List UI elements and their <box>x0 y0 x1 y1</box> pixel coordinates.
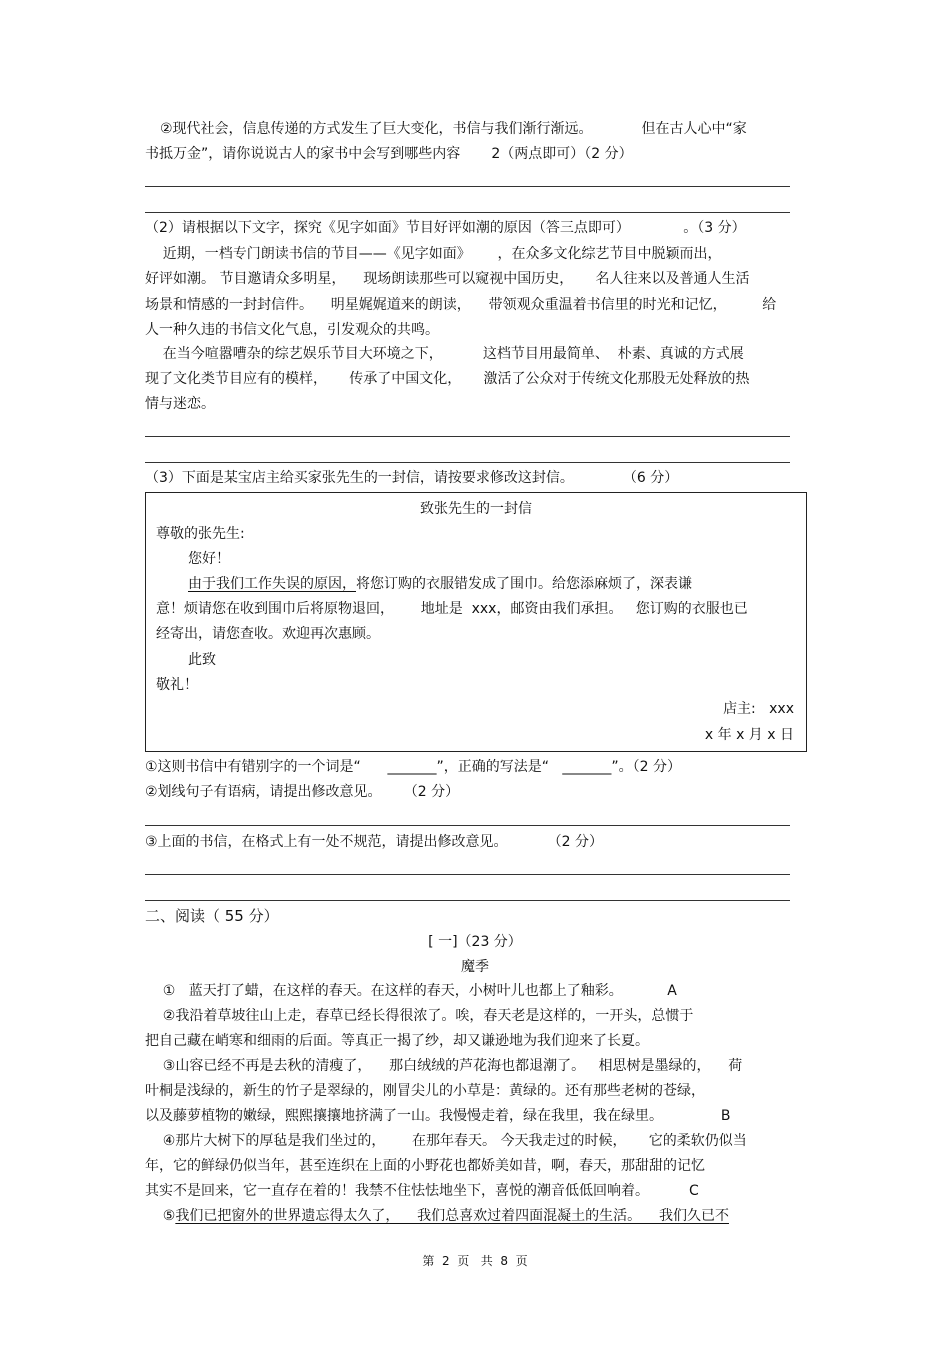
p2-title: （2）请根据以下文字，探究《见字如面》节目好评如潮的原因（答三点即可） 。（3 分） <box>145 220 746 236</box>
page-number: 第 2 页 共 8 页 <box>422 1254 528 1268</box>
letter-date: x 年 x 月 x 日 <box>704 727 794 743</box>
part-title: [ 一]（23 分） <box>428 934 522 950</box>
answer-line <box>145 874 790 875</box>
article-paragraph: ① 蓝天打了蜡，在这样的春天。在这样的春天，小树叶儿也都上了釉彩。 A <box>145 983 677 999</box>
letter-body-line <box>188 574 692 594</box>
article-paragraph <box>145 1206 729 1226</box>
answer-line <box>145 436 790 437</box>
underlined-sentence: 由于我们工作失误的原因， <box>188 576 356 592</box>
letter-question-2: ②划线句子有语病，请提出修改意见。 （2 分） <box>145 784 460 800</box>
letter-body-line: 意！烦请您在收到围巾后将原物退回， 地址是 xxx，邮资由我们承担。 您订购的衣服也已 <box>156 601 748 617</box>
letter-body-rest: 将您订购的衣服错发成了围巾。给您添麻烦了，深表谦 <box>356 576 692 592</box>
article-paragraph: 把自己藏在峭寒和细雨的后面。等真正一揭了纱，却又谦逊地为我们迎来了长夏。 <box>145 1033 649 1049</box>
article-paragraph: ③山容已经不再是去秋的清瘦了， 那白绒绒的芦花海也都退潮了。 相思树是墨绿的， 荷 <box>145 1058 743 1074</box>
p2-line: 情与迷恋。 <box>145 396 215 412</box>
letter-box <box>145 492 807 752</box>
letter-signature: 店主: xxx <box>723 701 794 717</box>
underlined-sentence: 我们已把窗外的世界遗忘得太久了， 我们总喜欢过着四面混凝土的生活。 我们久已不 <box>175 1208 729 1224</box>
q2-line-1: ②现代社会，信息传递的方式发生了巨大变化，书信与我们渐行渐远。 但在古人心中“家 <box>160 121 747 137</box>
letter-body-line: 经寄出，请您查收。欢迎再次惠顾。 <box>156 626 380 642</box>
letter-salutation: 尊敬的张先生: <box>156 526 245 542</box>
letter-closing: 此致 <box>188 652 216 668</box>
answer-line <box>145 186 790 187</box>
article-paragraph: ②我沿着草坡往山上走，春草已经长得很浓了。唉，春天老是这样的，一开头，总惯于 <box>145 1008 694 1024</box>
answer-line <box>145 900 790 901</box>
p2-line: 近期，一档专门朗读书信的节目——《见字如面》 ，在众多文化综艺节目中脱颖而出， <box>145 246 722 262</box>
section-title: 二、阅读（ 55 分） <box>145 907 279 925</box>
p2-line: 在当今喧嚣嘈杂的综艺娱乐节目大环境之下， 这档节目用最简单、 朴素、真诚的方式展 <box>145 346 744 362</box>
p3-title: （3）下面是某宝店主给买家张先生的一封信，请按要求修改这封信。 （6 分） <box>145 470 679 486</box>
letter-title: 致张先生的一封信 <box>420 501 532 517</box>
article-paragraph: 其实不是回来，它一直存在着的！我禁不住怯怯地坐下，喜悦的潮音低低回响着。 C <box>145 1183 699 1199</box>
article-paragraph: 叶桐是浅绿的，新生的竹子是翠绿的，刚冒尖儿的小草是：黄绿的。还有那些老树的苍绿， <box>145 1083 705 1099</box>
letter-question-3: ③上面的书信，在格式上有一处不规范，请提出修改意见。 （2 分） <box>145 834 603 850</box>
paragraph-prefix: ⑤ <box>145 1208 176 1224</box>
p2-line: 场景和情感的一封封信件。 明星娓娓道来的朗读， 带领观众重温着书信里的时光和记忆， 给 <box>145 297 777 313</box>
answer-line <box>145 825 790 826</box>
article-title: 魔季 <box>461 959 489 975</box>
letter-closing: 敬礼！ <box>156 677 198 693</box>
article-paragraph: 年，它的鲜绿仍似当年，甚至连织在上面的小野花也都娇美如昔，啊，春天，那甜甜的记忆 <box>145 1158 705 1174</box>
article-paragraph: 以及藤萝植物的嫩绿，熙熙攘攘地挤满了一山。我慢慢走着，绿在我里，我在绿里。 B <box>145 1108 731 1124</box>
article-paragraph: ④那片大树下的厚毡是我们坐过的， 在那年春天。 今天我走过的时候， 它的柔软仍似当 <box>145 1133 747 1149</box>
letter-question-1: ①这则书信中有错别字的一个词是“ _______”，正确的写法是“ _______”。（2 分） <box>145 759 681 775</box>
p2-line: 现了文化类节目应有的模样， 传承了中国文化， 激活了公众对于传统文化那股无处释放的热 <box>145 371 750 387</box>
letter-greeting: 您好！ <box>188 551 230 567</box>
p2-line: 好评如潮。 节目邀请众多明星， 现场朗读那些可以窥视中国历史， 名人往来以及普通人生活 <box>145 271 750 287</box>
answer-line <box>145 462 790 463</box>
p2-line: 人一种久违的书信文化气息，引发观众的共鸣。 <box>145 322 439 338</box>
answer-line <box>145 212 790 213</box>
q2-line-2: 书抵万金”，请你说说古人的家书中会写到哪些内容 2（两点即可）（2 分） <box>145 146 633 162</box>
